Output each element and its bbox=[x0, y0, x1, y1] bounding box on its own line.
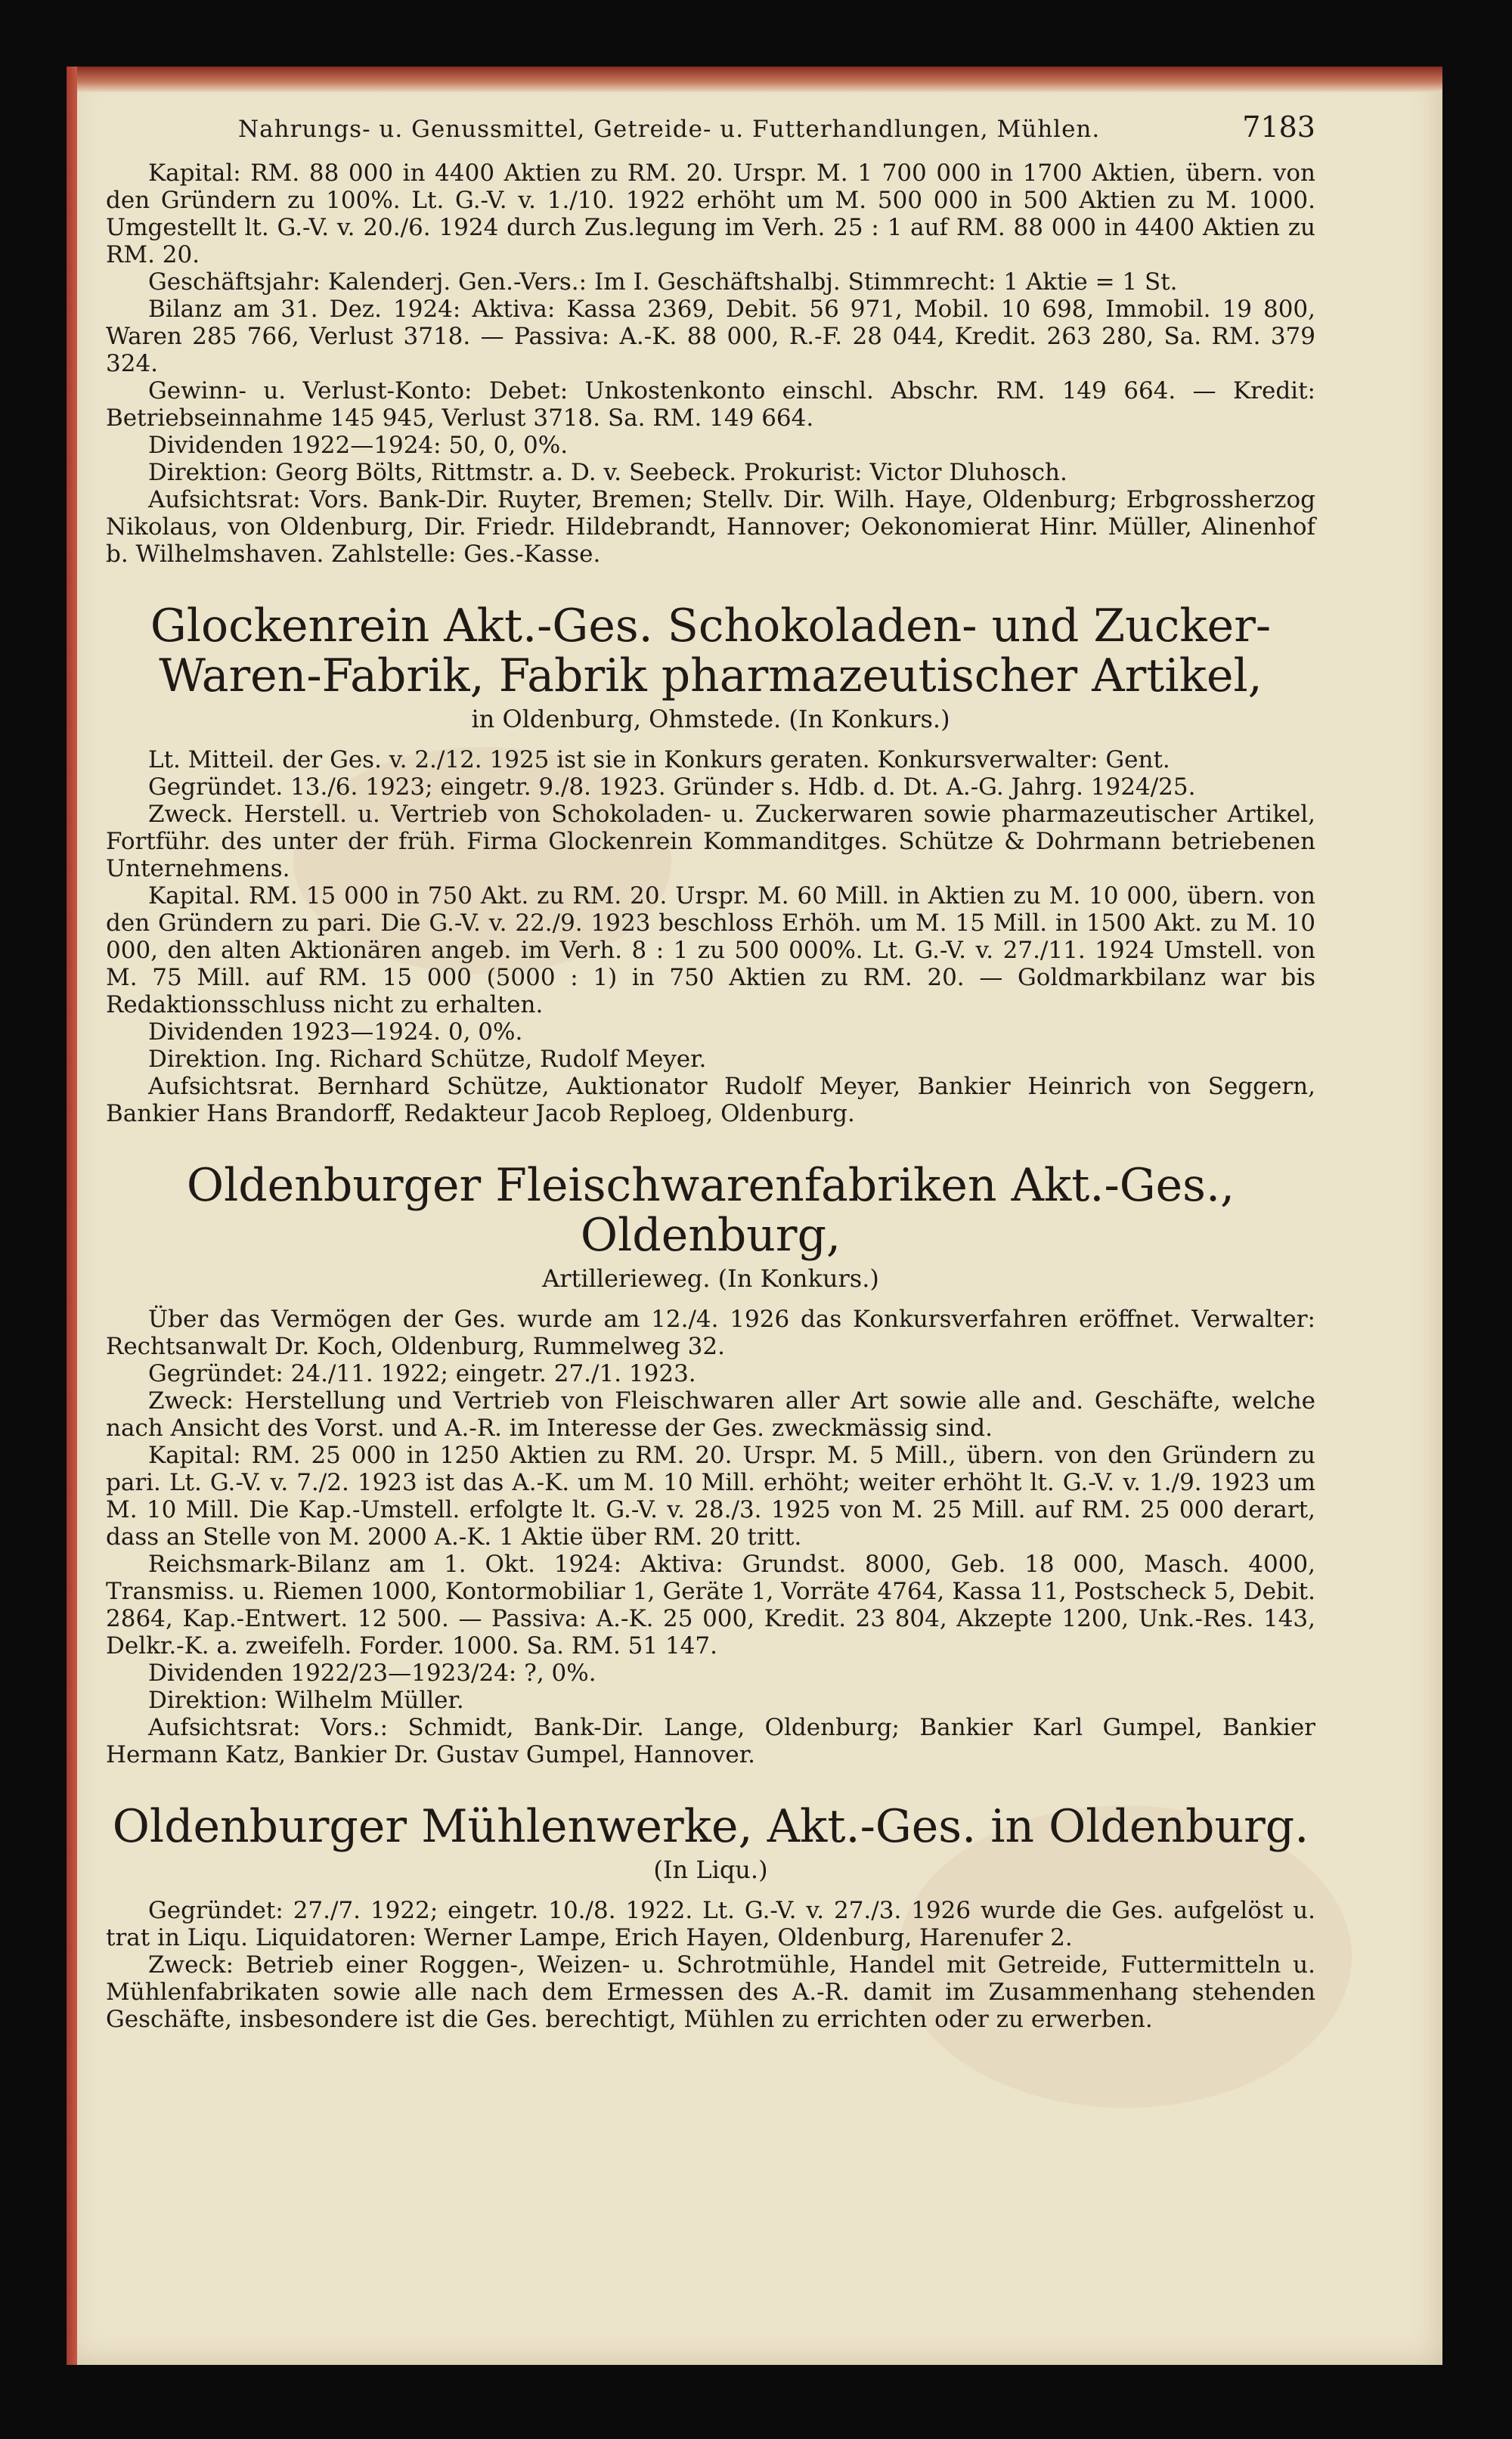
entry-paragraph: Geschäftsjahr: Kalenderj. Gen.-Vers.: Im I. Geschäftshalbj. Stimmrecht: 1 Aktie = 1 St. bbox=[148, 268, 1178, 296]
company-heading: Oldenburger Fleischwarenfabriken Akt.-Ges., Oldenburg, bbox=[186, 1159, 1235, 1262]
company-subheading: (In Liqu.) bbox=[653, 1855, 768, 1884]
entry-paragraph: Gegründet. 13./6. 1923; eingetr. 9./8. 1923. Gründer s. Hdb. d. Dt. A.-G. Jahrg. 1924/25. bbox=[148, 773, 1196, 801]
company-entry bbox=[106, 601, 1315, 1127]
entry-paragraph: Dividenden 1922—1924: 50, 0, 0%. bbox=[148, 432, 569, 459]
company-heading: Oldenburger Mühlenwerke, Akt.-Ges. in Oldenburg. bbox=[112, 1800, 1309, 1853]
page-content bbox=[106, 110, 1315, 2033]
company-subheading: Artillerieweg. (In Konkurs.) bbox=[542, 1264, 879, 1293]
entry-paragraph: Lt. Mitteil. der Ges. v. 2./12. 1925 ist sie in Konkurs geraten. Konkursverwalter: Gent. bbox=[148, 746, 1170, 773]
entry-paragraph: Direktion: Georg Bölts, Rittmstr. a. D. v. Seebeck. Prokurist: Victor Dluhosch. bbox=[148, 459, 1067, 486]
company-entry bbox=[106, 1161, 1315, 1768]
entry-paragraph: Gegründet: 27./7. 1922; eingetr. 10./8. 1922. Lt. G.-V. v. 27./3. 1926 wurde die Ges. aufgelöst u. trat in Liqu. Liquidatoren: Werner Lampe, Erich Hayen, Oldenburg, Harenufer 2. bbox=[106, 1897, 1315, 1951]
company-entry-continued bbox=[106, 160, 1315, 568]
entry-paragraph: Reichsmark-Bilanz am 1. Okt. 1924: Aktiva: Grundst. 8000, Geb. 18 000, Masch. 4000, Transmiss. u. Riemen 1000, Kontormobiliar 1, Geräte 1, Vorräte 4764, Kassa 11, Postscheck 5, Debit. 2864, Kap.-Entwert. 12 500. — Passiva: A.-K. 25 000, Kredit. 23 804, Akzepte 1200, Unk.-Res. 143, Delkr.-K. a. zweifelh. Forder. 1000. Sa. RM. 51 147. bbox=[106, 1551, 1315, 1660]
entry-paragraph: Aufsichtsrat: Vors.: Schmidt, Bank-Dir. Lange, Oldenburg; Bankier Karl Gumpel, Bankier Hermann Katz, Bankier Dr. Gustav Gumpel, Hannover. bbox=[106, 1714, 1315, 1768]
entry-paragraph: Kapital. RM. 15 000 in 750 Akt. zu RM. 20. Urspr. M. 60 Mill. in Aktien zu M. 10 000, übern. von den Gründern zu pari. Die G.-V. v. 22./9. 1923 beschloss Erhöh. um M. 15 Mill. in 1500 Akt. zu M. 10 000, den alten Aktionären angeb. im Verh. 8 : 1 zu 500 000%. Lt. G.-V. v. 27./11. 1924 Umstell. von M. 75 Mill. auf RM. 15 000 (5000 : 1) in 750 Aktien zu RM. 20. — Goldmarkbilanz war bis Redaktionsschluss nicht zu erhalten. bbox=[106, 882, 1315, 1018]
entry-paragraph: Direktion: Wilhelm Müller. bbox=[148, 1687, 464, 1714]
entry-paragraph: Zweck: Betrieb einer Roggen-, Weizen- u. Schrotmühle, Handel mit Getreide, Futtermitteln u. Mühlenfabrikaten sowie alle nach dem Ermessen des A.-R. damit im Zusammenhang stehenden Geschäfte, insbesondere ist die Ges. berechtigt, Mühlen zu errichten oder zu erwerben. bbox=[106, 1951, 1315, 2033]
entry-paragraph: Gegründet: 24./11. 1922; eingetr. 27./1. 1923. bbox=[148, 1360, 696, 1387]
page-spine-edge bbox=[67, 67, 77, 2365]
entry-paragraph: Zweck: Herstellung und Vertrieb von Fleischwaren aller Art sowie alle and. Geschäfte, welche nach Ansicht des Vorst. und A.-R. im Interesse der Ges. zweckmässig sind. bbox=[106, 1387, 1315, 1442]
company-heading: Glockenrein Akt.-Ges. Schokoladen- und Zucker-Waren-Fabrik, Fabrik pharmazeutischer Artikel, bbox=[150, 600, 1272, 702]
entry-paragraph: Aufsichtsrat. Bernhard Schütze, Auktionator Rudolf Meyer, Bankier Heinrich von Seggern, Bankier Hans Brandorff, Redakteur Jacob Reploeg, Oldenburg. bbox=[106, 1073, 1315, 1127]
entry-paragraph: Direktion. Ing. Richard Schütze, Rudolf Meyer. bbox=[148, 1046, 707, 1073]
company-entry bbox=[106, 1802, 1315, 2033]
entry-paragraph: Gewinn- u. Verlust-Konto: Debet: Unkostenkonto einschl. Abschr. RM. 149 664. — Kredit: Betriebseinnahme 145 945, Verlust 3718. Sa. RM. 149 664. bbox=[106, 377, 1315, 432]
page-number: 7183 bbox=[1242, 110, 1315, 144]
entry-paragraph: Dividenden 1923—1924. 0, 0%. bbox=[148, 1018, 523, 1046]
running-head bbox=[238, 110, 1315, 144]
entry-paragraph: Dividenden 1922/23—1923/24: ?, 0%. bbox=[148, 1660, 596, 1687]
running-head-title: Nahrungs- u. Genussmittel, Getreide- u. Futterhandlungen, Mühlen. bbox=[238, 116, 1101, 143]
company-subheading: in Oldenburg, Ohmstede. (In Konkurs.) bbox=[471, 705, 950, 733]
entry-paragraph: Aufsichtsrat: Vors. Bank-Dir. Ruyter, Bremen; Stellv. Dir. Wilh. Haye, Oldenburg; Erbgrossherzog Nikolaus, von Oldenburg, Dir. Friedr. Hildebrandt, Hannover; Oekonomierat Hinr. Müller, Alinenhof b. Wilhelmshaven. Zahlstelle: Ges.-Kasse. bbox=[106, 486, 1315, 568]
entry-paragraph: Kapital: RM. 88 000 in 4400 Aktien zu RM. 20. Urspr. M. 1 700 000 in 1700 Aktien, übern. von den Gründern zu 100%. Lt. G.-V. v. 1./10. 1922 erhöht um M. 500 000 in 500 Aktien zu M. 1000. Umgestellt lt. G.-V. v. 20./6. 1924 durch Zus.legung im Verh. 25 : 1 auf RM. 88 000 in 4400 Aktien zu RM. 20. bbox=[106, 160, 1315, 268]
page-top-edge bbox=[67, 67, 1442, 92]
entry-paragraph: Über das Vermögen der Ges. wurde am 12./4. 1926 das Konkursverfahren eröffnet. Verwalter: Rechtsanwalt Dr. Koch, Oldenburg, Rummelweg 32. bbox=[106, 1306, 1315, 1360]
entry-paragraph: Zweck. Herstell. u. Vertrieb von Schokoladen- u. Zuckerwaren sowie pharmazeutischer Artikel, Fortführ. des unter der früh. Firma Glockenrein Kommanditges. Schütze & Dohrmann betriebenen Unternehmens. bbox=[106, 801, 1315, 882]
entry-paragraph: Bilanz am 31. Dez. 1924: Aktiva: Kassa 2369, Debit. 56 971, Mobil. 10 698, Immobil. 19 800, Waren 285 766, Verlust 3718. — Passiva: A.-K. 88 000, R.-F. 28 044, Kredit. 263 280, Sa. RM. 379 324. bbox=[106, 296, 1315, 377]
entry-paragraph: Kapital: RM. 25 000 in 1250 Aktien zu RM. 20. Urspr. M. 5 Mill., übern. von den Gründern zu pari. Lt. G.-V. v. 7./2. 1923 ist das A.-K. um M. 10 Mill. erhöht; weiter erhöht lt. G.-V. v. 1./9. 1923 um M. 10 Mill. Die Kap.-Umstell. erfolgte lt. G.-V. v. 28./3. 1925 von M. 25 Mill. auf RM. 25 000 derart, dass an Stelle von M. 2000 A.-K. 1 Aktie über RM. 20 tritt. bbox=[106, 1442, 1315, 1551]
